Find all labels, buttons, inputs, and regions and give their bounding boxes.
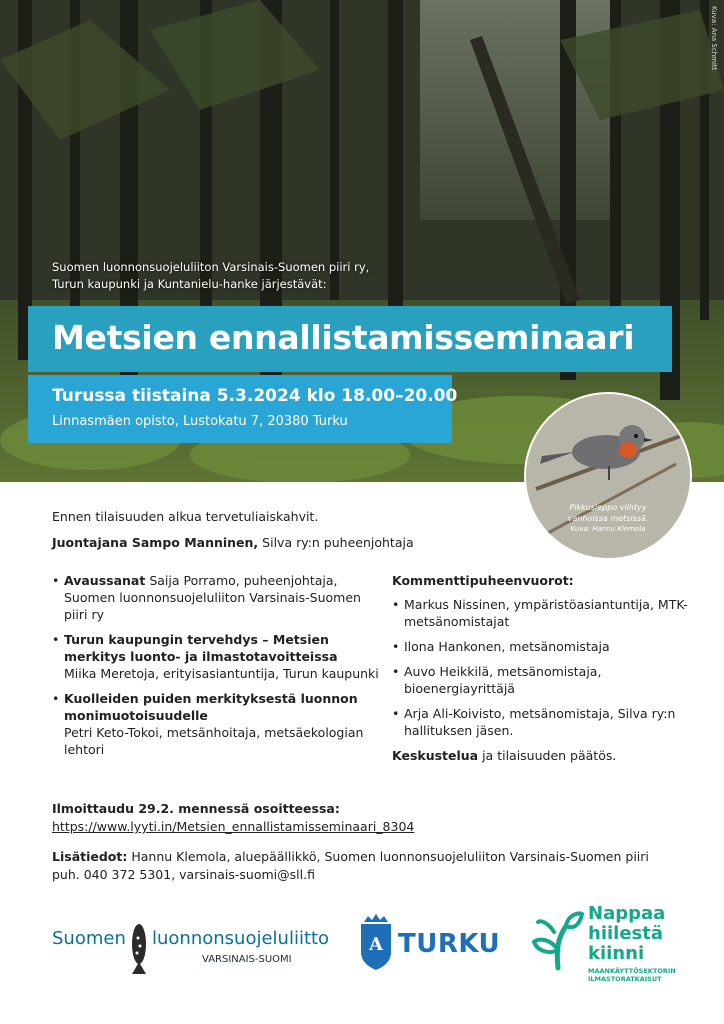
date-band: [28, 375, 458, 443]
contact-label: Lisätiedot:: [52, 849, 128, 864]
event-date: Turussa tiistaina 5.3.2024 klo 18.00–20.00: [52, 386, 458, 406]
nappaa-logo-text: [588, 904, 665, 964]
sll-logo-sub: VARSINAIS-SUOMI: [202, 954, 292, 965]
host-name: Juontajana Sampo Manninen,: [52, 535, 259, 550]
logo-row: [0, 900, 724, 1000]
leaf-logo-icon: [532, 908, 584, 972]
contact-phone-email: puh. 040 372 5301, varsinais-suomi@sll.fi: [52, 867, 315, 882]
bird-caption: [526, 502, 690, 535]
program-item-title: Turun kaupungin tervehdys – Metsien merkitys luonto- ja ilmastotavoitteissa: [64, 632, 338, 664]
comment-item: • Auvo Heikkilä, metsänomistaja, bioenergiayrittäjä: [392, 663, 704, 697]
nappaa-logo: [532, 904, 712, 994]
event-venue: Linnasmäen opisto, Lustokatu 7, 20380 Turku: [52, 414, 348, 429]
program-item-speaker: Saija Porramo, puheenjohtaja, Suomen luonnonsuojeluliiton Varsinais-Suomen piiri ry: [64, 573, 361, 622]
nappaa-line: Nappaa: [588, 903, 666, 924]
organizers-line: Suomen luonnonsuojeluliiton Varsinais-Suomen piiri ry,: [52, 260, 370, 274]
registration: [52, 800, 414, 836]
nappaa-logo-subtext: [588, 967, 676, 983]
program-item-speaker: Petri Keto-Tokoi, metsänhoitaja, metsäekologian lehtori: [64, 725, 364, 757]
coffee-note: Ennen tilaisuuden alkua tervetuliaiskahvit.: [52, 509, 319, 524]
program-list: [52, 572, 382, 766]
bird-photo: [524, 392, 692, 560]
sll-logo: [52, 922, 330, 978]
nappaa-line: kiinni: [588, 943, 645, 964]
bird-caption-credit: Kuva: Hannu Klemola: [570, 525, 646, 533]
svg-text:A: A: [369, 934, 383, 955]
nappaa-line: hiilestä: [588, 923, 663, 944]
page-title: Metsien ennallistamisseminaari: [52, 318, 635, 357]
comments-list: [392, 596, 704, 739]
intro: [52, 508, 414, 552]
sll-logo-word2: luonnonsuojeluliitto: [152, 928, 330, 949]
nappaa-small-line: ILMASTORATKAISUT: [588, 975, 662, 983]
contact-info: [52, 848, 702, 884]
closing-bold: Keskustelua: [392, 748, 479, 763]
program-item-title: Avaussanat: [64, 573, 146, 588]
turku-crest-icon: [358, 912, 394, 972]
host-role: Silva ry:n puheenjohtaja: [258, 535, 414, 550]
turku-logo-text: TURKU: [398, 929, 501, 959]
program-item: [52, 572, 382, 623]
organizers-line: Turun kaupunki ja Kuntanielu-hanke järjestävät:: [52, 277, 327, 291]
nappaa-small-line: MAANKÄYTTÖSEKTORIN: [588, 967, 676, 975]
comment-item: • Ilona Hankonen, metsänomistaja: [392, 638, 704, 655]
comment-item: • Markus Nissinen, ympäristöasiantuntija, MTK-metsänomistajat: [392, 596, 704, 630]
program-item-speaker: Miika Meretoja, erityisasiantuntija, Turun kaupunki: [64, 666, 379, 681]
sll-logo-word1: Suomen: [52, 928, 126, 949]
registration-heading: Ilmoittaudu 29.2. mennessä osoitteessa:: [52, 801, 340, 816]
closing-line: [392, 747, 704, 764]
closing-rest: ja tilaisuuden päätös.: [478, 748, 617, 763]
bird-caption-line: Pikkusieppo viihtyy: [569, 503, 647, 512]
comment-item: • Arja Ali-Koivisto, metsänomistaja, Silva ry:n hallituksen jäsen.: [392, 705, 704, 739]
comments-section: [392, 572, 704, 764]
comments-heading: Kommenttipuheenvuorot:: [392, 573, 574, 588]
program-item-title: Kuolleiden puiden merkityksestä luonnon monimuotoisuudelle: [64, 691, 358, 723]
fish-logo-icon: [128, 916, 150, 976]
organizers: [52, 259, 369, 293]
program-item: [52, 690, 382, 758]
contact-person: Hannu Klemola, aluepäällikkö, Suomen luonnonsuojeluliiton Varsinais-Suomen piiri: [127, 849, 649, 864]
title-band: [28, 306, 672, 372]
host-line: [52, 534, 414, 552]
registration-link[interactable]: https://www.lyyti.in/Metsien_ennallistamisseminaari_8304: [52, 819, 415, 834]
photo-credit: Kuva: Ana Schmitt: [710, 6, 718, 71]
turku-logo: [358, 912, 508, 972]
bird-caption-line: vanhoissa metsissä.: [567, 514, 649, 523]
program-item: [52, 631, 382, 682]
contact-line: [52, 848, 702, 866]
